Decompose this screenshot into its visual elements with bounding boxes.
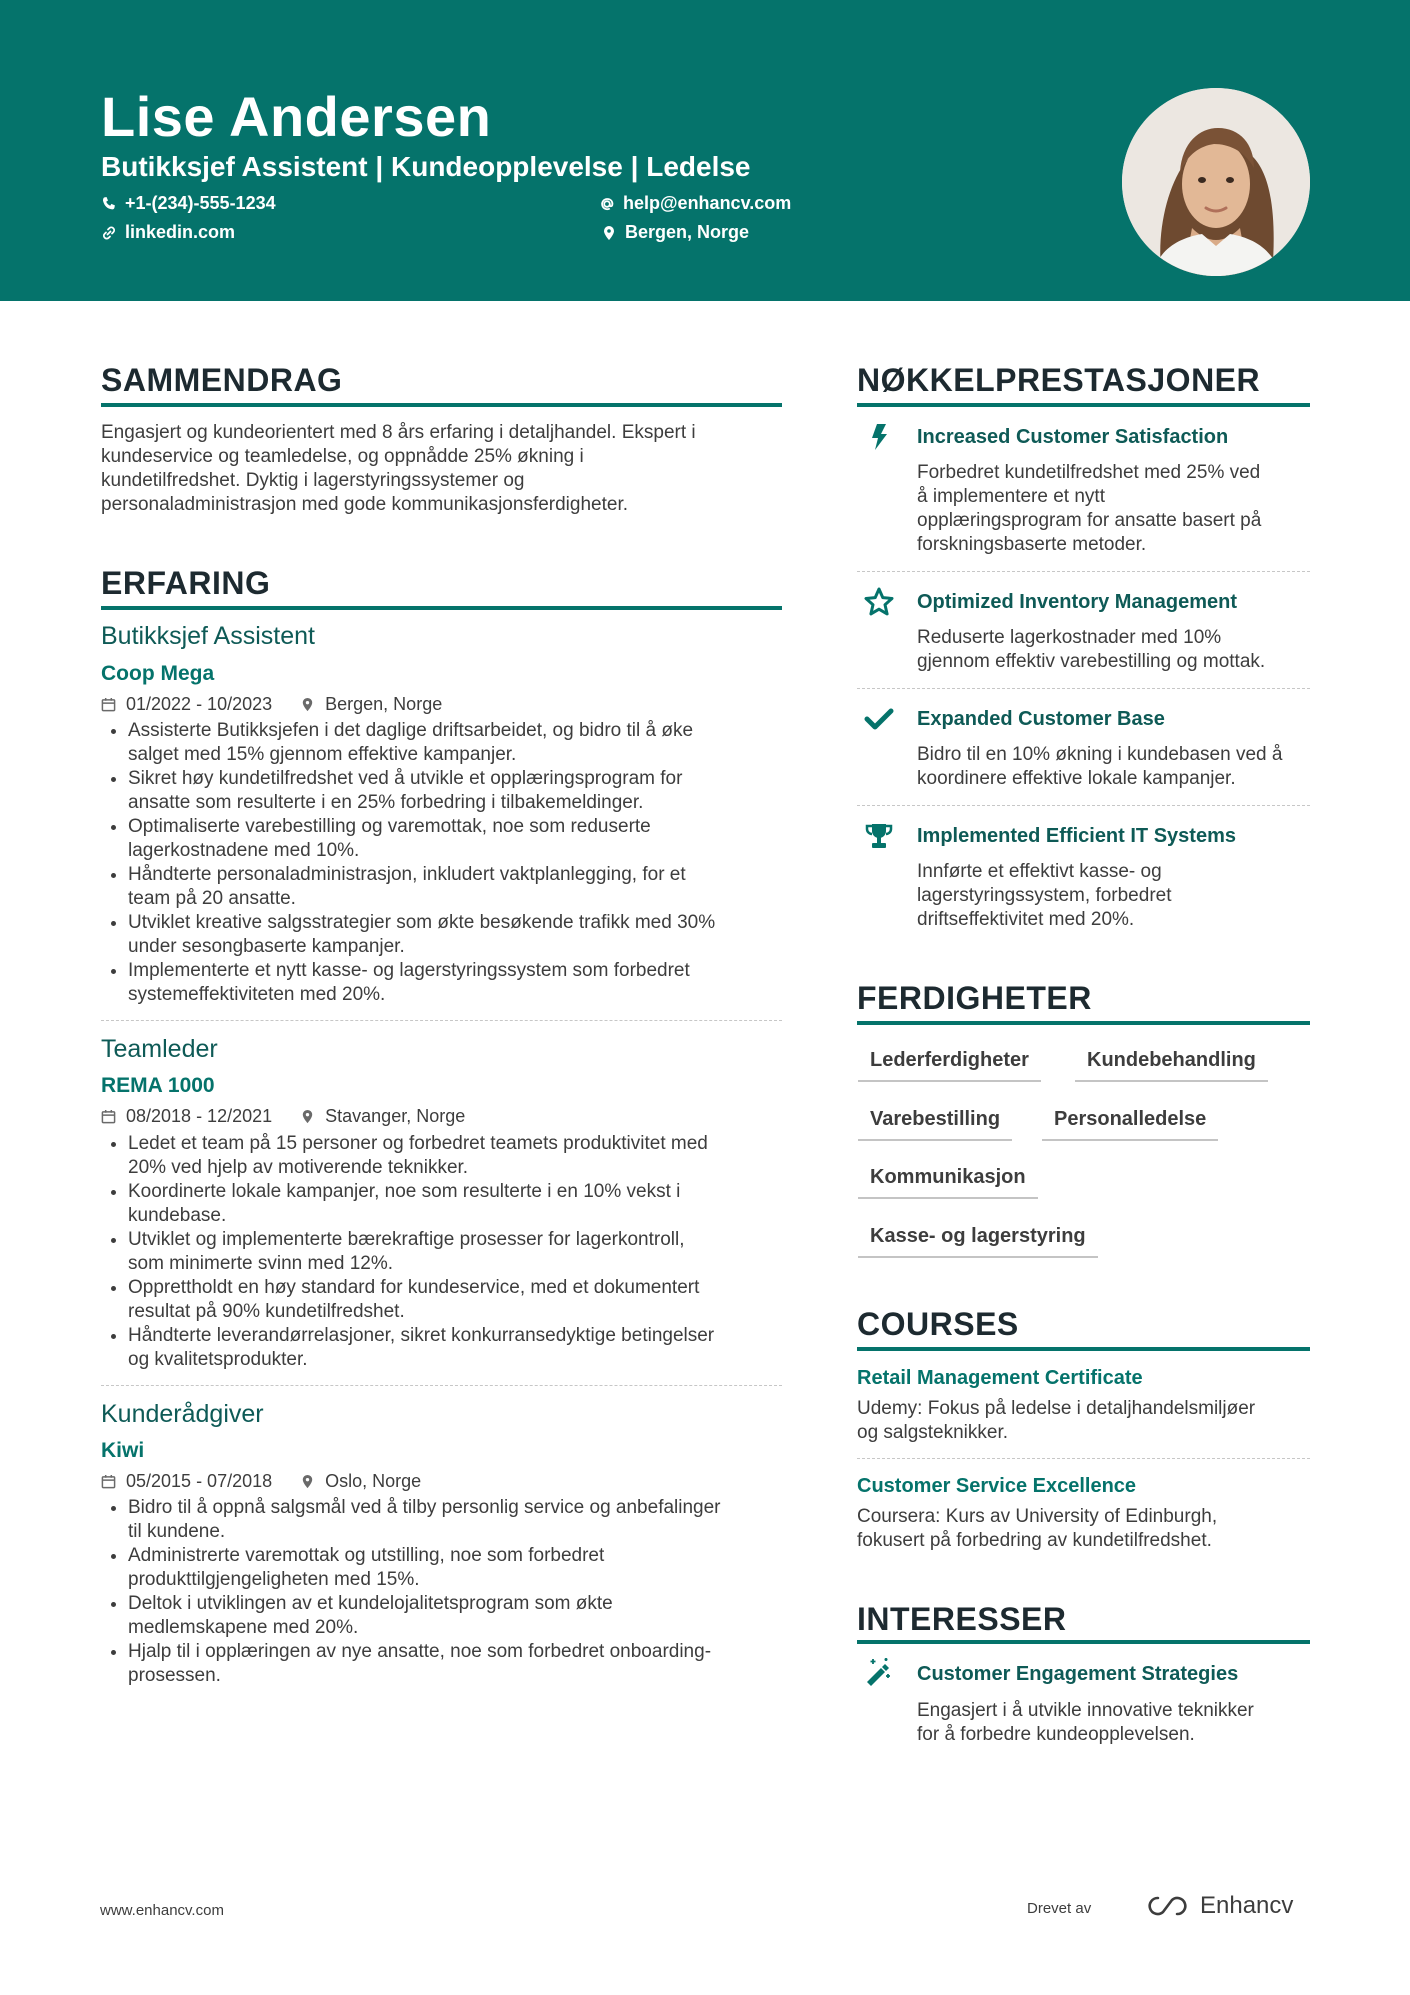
- summary-text: [101, 421, 696, 517]
- bullet-item: [128, 959, 808, 1007]
- achievement-line: Bidro til en 10% økning i kundebasen ved å: [917, 744, 1283, 765]
- bullet-line: som minimerte svinn med 12%.: [128, 1253, 394, 1274]
- achievement-line: å implementere et nytt: [917, 486, 1105, 507]
- calendar-icon: [101, 1474, 116, 1489]
- bullet-line: resultat på 90% kundetilfredshet.: [128, 1301, 405, 1322]
- bullet-line: Opprettholdt en høy standard for kundeservice, med et dokumentert: [128, 1277, 700, 1298]
- bullet-line: Utviklet og implementerte bærekraftige prosesser for lagerkontroll,: [128, 1229, 685, 1250]
- bullet-item: [128, 815, 808, 863]
- job-divider: [101, 1385, 782, 1386]
- job-bullets: [101, 1496, 808, 1688]
- bullet-line: Håndterte personaladministrasjon, inkludert vaktplanlegging, for et: [128, 864, 686, 885]
- job-bullets: [101, 1132, 808, 1372]
- contact-linkedin[interactable]: [101, 222, 235, 243]
- achievement-line: koordinere effektive lokale kampanjer.: [917, 768, 1236, 789]
- bullet-item: [128, 767, 808, 815]
- job-dates: 05/2015 - 07/2018: [126, 1471, 273, 1491]
- footer-powered-by: Drevet av: [1027, 1900, 1092, 1917]
- calendar-icon: [101, 697, 116, 712]
- bullet-line: Ledet et team på 15 personer og forbedret teamets produktivitet med: [128, 1133, 708, 1154]
- experience-heading: ERFARING: [101, 565, 271, 601]
- bullet-line: 20% ved hjelp av motiverende teknikker.: [128, 1157, 469, 1178]
- courses-rule: [857, 1347, 1310, 1351]
- achievement-line: lagerstyringssystem, forbedret: [917, 885, 1172, 906]
- job-location: Oslo, Norge: [325, 1471, 422, 1491]
- email-text: help@enhancv.com: [623, 193, 792, 213]
- job-company: Coop Mega: [101, 662, 215, 685]
- location-text: Bergen, Norge: [625, 222, 750, 242]
- course-line: Coursera: Kurs av University of Edinburgh,: [857, 1506, 1218, 1527]
- interests-rule: [857, 1640, 1310, 1644]
- header-banner: [0, 0, 1410, 301]
- magic-wand-icon: [863, 1656, 893, 1686]
- course-line: Udemy: Fokus på ledelse i detaljhandelsmiljøer: [857, 1398, 1256, 1419]
- bullet-item: [128, 863, 808, 911]
- achievement-line: driftseffektivitet med 20%.: [917, 909, 1135, 930]
- skill-tag: Kundebehandling: [1075, 1049, 1268, 1082]
- location-pin-icon: [300, 697, 315, 712]
- bullet-line: ansatte som resulterte i en 25% forbedring i tilbakemeldinger.: [128, 792, 644, 813]
- footer-url[interactable]: www.enhancv.com: [100, 1902, 224, 1919]
- job-company: REMA 1000: [101, 1074, 215, 1097]
- enhancv-logo[interactable]: [1146, 1892, 1293, 1920]
- bullet-line: og kvalitetsprodukter.: [128, 1349, 308, 1370]
- course-title: Retail Management Certificate: [857, 1367, 1143, 1389]
- interest-text: [917, 1699, 1254, 1747]
- bullet-item: [128, 1132, 808, 1180]
- achievement-text: [917, 461, 1261, 557]
- link-icon: [101, 225, 117, 241]
- achievements-rule: [857, 403, 1310, 407]
- star-icon: [864, 587, 894, 617]
- bullet-line: Deltok i utviklingen av et kundelojalitetsprogram som økte: [128, 1593, 613, 1614]
- job-role: Kunderådgiver: [101, 1400, 264, 1428]
- trophy-icon: [864, 821, 894, 851]
- achievement-title: Expanded Customer Base: [917, 708, 1165, 730]
- course-text: [857, 1505, 1217, 1553]
- job-location: Stavanger, Norge: [325, 1106, 466, 1126]
- job-location: Bergen, Norge: [325, 694, 443, 714]
- course-divider: [857, 1458, 1310, 1459]
- bullet-line: Implementerte et nytt kasse- og lagerstyringssystem som forbedret: [128, 960, 690, 981]
- linkedin-text: linkedin.com: [125, 222, 236, 242]
- bullet-line: under sesongbaserte kampanjer.: [128, 936, 405, 957]
- summary-line: kundetilfredshet. Dyktig i lagerstyringssystemer og: [101, 470, 525, 491]
- achievement-text: [917, 860, 1172, 932]
- skill-tag: Varebestilling: [858, 1108, 1012, 1141]
- achievement-line: opplæringsprogram for ansatte basert på: [917, 510, 1262, 531]
- bullet-item: [128, 1496, 808, 1544]
- bullet-line: lagerkostnadene med 10%.: [128, 840, 360, 861]
- achievement-title: Optimized Inventory Management: [917, 591, 1238, 613]
- bullet-item: [128, 719, 808, 767]
- skills-heading: FERDIGHETER: [857, 980, 1092, 1016]
- bullet-item: [128, 1324, 808, 1372]
- bullet-line: medlemskapene med 20%.: [128, 1617, 359, 1638]
- achievement-line: Reduserte lagerkostnader med 10%: [917, 627, 1222, 648]
- skill-tag: Kommunikasjon: [858, 1166, 1038, 1199]
- location-pin-icon: [300, 1474, 315, 1489]
- course-text: [857, 1397, 1255, 1445]
- bullet-item: [128, 911, 808, 959]
- checkmark-icon: [864, 704, 894, 734]
- contact-location: [601, 222, 749, 243]
- achievement-line: gjennom effektiv varebestilling og mottak.: [917, 651, 1266, 672]
- achievement-title: Implemented Efficient IT Systems: [917, 825, 1236, 847]
- achievement-divider: [857, 571, 1310, 572]
- phone-icon: [101, 196, 117, 212]
- bullet-item: [128, 1640, 808, 1688]
- bullet-line: til kundene.: [128, 1521, 226, 1542]
- achievement-title: Increased Customer Satisfaction: [917, 426, 1229, 448]
- job-role: Butikksjef Assistent: [101, 622, 315, 650]
- summary-line: kundeservice og teamledelse, og oppnådde 25% økning i: [101, 446, 584, 467]
- skills-rule: [857, 1021, 1310, 1025]
- enhancv-logo-text: Enhancv: [1200, 1892, 1294, 1919]
- phone-text: +1-(234)-555-1234: [125, 193, 276, 213]
- interest-line: Engasjert i å utvikle innovative teknikker: [917, 1700, 1254, 1721]
- bullet-line: Håndterte leverandørrelasjoner, sikret konkurransedyktige betingelser: [128, 1325, 715, 1346]
- bullet-line: Koordinerte lokale kampanjer, noe som resulterte i en 10% vekst i: [128, 1181, 681, 1202]
- lightning-icon: [864, 422, 894, 452]
- candidate-name: Lise Andersen: [101, 85, 492, 148]
- location-pin-icon: [601, 225, 617, 241]
- at-icon: [599, 196, 615, 212]
- bullet-item: [128, 1228, 808, 1276]
- enhancv-logo-icon: [1146, 1894, 1192, 1918]
- achievement-divider: [857, 805, 1310, 806]
- summary-line: Engasjert og kundeorientert med 8 års erfaring i detaljhandel. Ekspert i: [101, 422, 696, 443]
- experience-rule: [101, 606, 782, 610]
- bullet-line: Assisterte Butikksjefen i det daglige driftsarbeidet, og bidro til å øke: [128, 720, 694, 741]
- calendar-icon: [101, 1109, 116, 1124]
- bullet-line: team på 20 ansatte.: [128, 888, 296, 909]
- profile-photo: [1122, 88, 1310, 276]
- summary-line: personaladministrasjon med gode kommunikasjonsferdigheter.: [101, 494, 629, 515]
- skill-tag: Lederferdigheter: [858, 1049, 1041, 1082]
- summary-rule: [101, 403, 782, 407]
- job-bullets: [101, 719, 808, 1007]
- bullet-item: [128, 1544, 808, 1592]
- job-dates: 08/2018 - 12/2021: [126, 1106, 273, 1126]
- job-meta: [101, 1471, 421, 1492]
- bullet-item: [128, 1592, 808, 1640]
- bullet-line: prosessen.: [128, 1665, 221, 1686]
- skill-tag: Personalledelse: [1042, 1108, 1218, 1141]
- location-pin-icon: [300, 1109, 315, 1124]
- summary-heading: SAMMENDRAG: [101, 362, 343, 398]
- achievement-divider: [857, 688, 1310, 689]
- bullet-line: systemeffektiviteten med 20%.: [128, 984, 386, 1005]
- bullet-line: Sikret høy kundetilfredshet ved å utvikle et opplæringsprogram for: [128, 768, 683, 789]
- skill-tag: Kasse- og lagerstyring: [858, 1225, 1098, 1258]
- bullet-line: kundebase.: [128, 1205, 227, 1226]
- contact-phone: [101, 193, 276, 214]
- bullet-line: Bidro til å oppnå salgsmål ved å tilby personlig service og anbefalinger: [128, 1497, 721, 1518]
- achievement-line: Innførte et effektivt kasse- og: [917, 861, 1162, 882]
- course-title: Customer Service Excellence: [857, 1475, 1137, 1497]
- job-meta: [101, 1106, 465, 1127]
- job-role: Teamleder: [101, 1035, 218, 1063]
- interest-line: for å forbedre kundeopplevelsen.: [917, 1724, 1195, 1745]
- contact-email[interactable]: [599, 193, 791, 214]
- achievement-text: [917, 743, 1282, 791]
- bullet-item: [128, 1180, 808, 1228]
- job-company: Kiwi: [101, 1439, 145, 1462]
- bullet-item: [128, 1276, 808, 1324]
- achievement-text: [917, 626, 1265, 674]
- bullet-line: Hjalp til i opplæringen av nye ansatte, noe som forbedret onboarding-: [128, 1641, 712, 1662]
- candidate-title: Butikksjef Assistent | Kundeopplevelse | Ledelse: [101, 151, 751, 182]
- job-dates: 01/2022 - 10/2023: [126, 694, 273, 714]
- interest-title: Customer Engagement Strategies: [917, 1663, 1239, 1685]
- achievement-line: Forbedret kundetilfredshet med 25% ved: [917, 462, 1261, 483]
- job-meta: [101, 694, 442, 715]
- bullet-line: Optimaliserte varebestilling og varemottak, noe som reduserte: [128, 816, 651, 837]
- achievements-heading: NØKKELPRESTASJONER: [857, 362, 1261, 398]
- bullet-line: salget med 15% gjennom effektive kampanjer.: [128, 744, 517, 765]
- bullet-line: Utviklet kreative salgsstrategier som økte besøkende trafikk med 30%: [128, 912, 716, 933]
- course-line: fokusert på forbedring av kundetilfredshet.: [857, 1530, 1212, 1551]
- bullet-line: produkttilgjengeligheten med 15%.: [128, 1569, 420, 1590]
- job-divider: [101, 1020, 782, 1021]
- course-line: og salgsteknikker.: [857, 1422, 1009, 1443]
- achievement-line: forskningsbaserte metoder.: [917, 534, 1147, 555]
- bullet-line: Administrerte varemottak og utstilling, noe som forbedret: [128, 1545, 605, 1566]
- courses-heading: COURSES: [857, 1306, 1019, 1342]
- interests-heading: INTERESSER: [857, 1601, 1067, 1637]
